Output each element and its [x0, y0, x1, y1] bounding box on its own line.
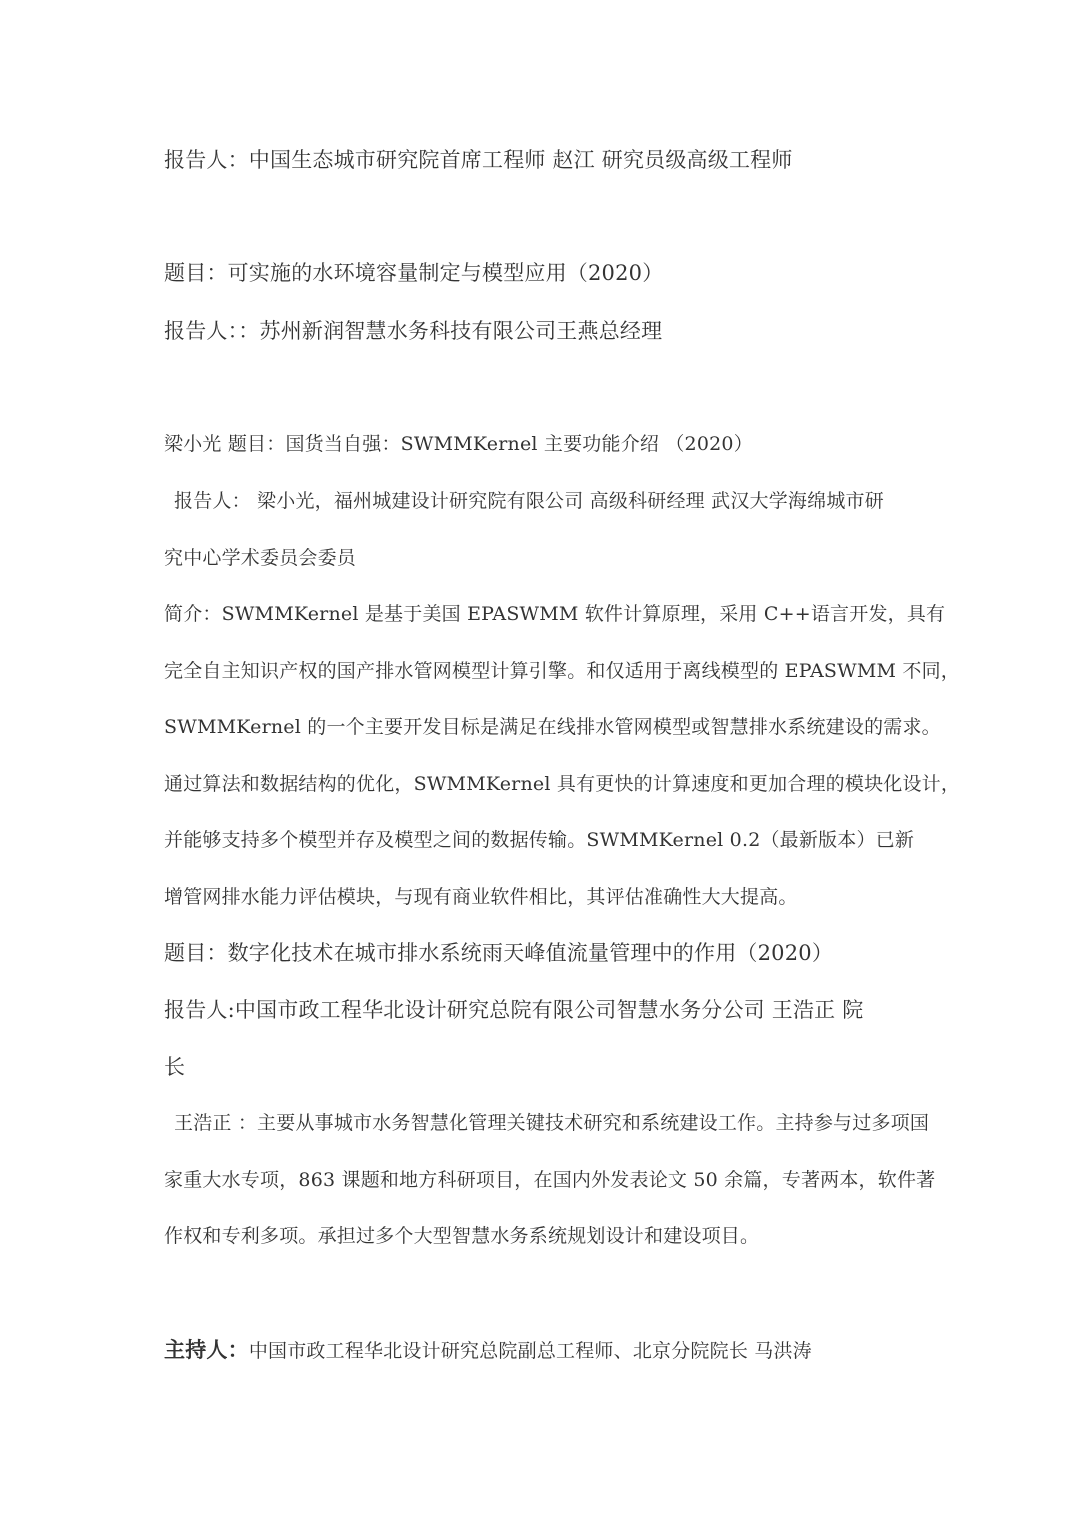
intro-line-4: 通过算法和数据结构的优化，SWMMKernel 具有更快的计算速度和更加合理的模块化设计， — [164, 773, 961, 795]
intro-line-2: 完全自主知识产权的国产排水管网模型计算引擎。和仅适用于离线模型的 EPASWMM 不同， — [164, 660, 960, 682]
intro-line-1: 简介：SWMMKernel 是基于美国 EPASWMM 软件计算原理，采用 C++语言开发，具有 — [164, 603, 946, 625]
reporter-liang-xiaoguang: 报告人： 梁小光，福州城建设计研究院有限公司 高级科研经理 武汉大学海绵城市研 — [174, 490, 884, 512]
reporter-wang-haozheng-cont: 长 — [164, 1055, 186, 1079]
bio-line-3: 作权和专利多项。承担过多个大型智慧水务系统规划设计和建设项目。 — [164, 1225, 760, 1247]
title-digital-tech: 题目：数字化技术在城市排水系统雨天峰值流量管理中的作用（2020） — [164, 941, 834, 965]
host-text: 中国市政工程华北设计研究总院副总工程师、北京分院院长 马洪涛 — [248, 1340, 812, 1362]
reporter-liang-xiaoguang-cont: 究中心学术委员会委员 — [164, 547, 357, 569]
bio-line-2: 家重大水专项，863 课题和地方科研项目，在国内外发表论文 50 余篇，专著两本，软件著 — [164, 1169, 936, 1191]
reporter-zhao-jiang: 报告人：中国生态城市研究院首席工程师 赵江 研究员级高级工程师 — [164, 148, 793, 172]
title-water-capacity: 题目：可实施的水环境容量制定与模型应用（2020） — [164, 261, 664, 285]
reporter-wang-yan: 报告人：：苏州新润智慧水务科技有限公司王燕总经理 — [164, 319, 663, 343]
bio-line-1: 王浩正 ：主要从事城市水务智慧化管理关键技术研究和系统建设工作。主持参与过多项国 — [174, 1112, 930, 1134]
intro-line-3: SWMMKernel 的一个主要开发目标是满足在线排水管网模型或智慧排水系统建设的需求。 — [164, 716, 941, 738]
host-line — [164, 1334, 812, 1364]
reporter-wang-haozheng: 报告人:中国市政工程华北设计研究总院有限公司智慧水务分公司 王浩正 院 — [164, 998, 864, 1022]
host-label: 主持人： — [164, 1337, 249, 1362]
title-swmmkernel: 梁小光 题目：国货当自强：SWMMKernel 主要功能介绍 （2020） — [164, 433, 753, 455]
intro-line-5: 并能够支持多个模型并存及模型之间的数据传输。SWMMKernel 0.2（最新版本）已新 — [164, 829, 915, 851]
intro-line-6: 增管网排水能力评估模块，与现有商业软件相比，其评估准确性大大提高。 — [164, 886, 798, 908]
